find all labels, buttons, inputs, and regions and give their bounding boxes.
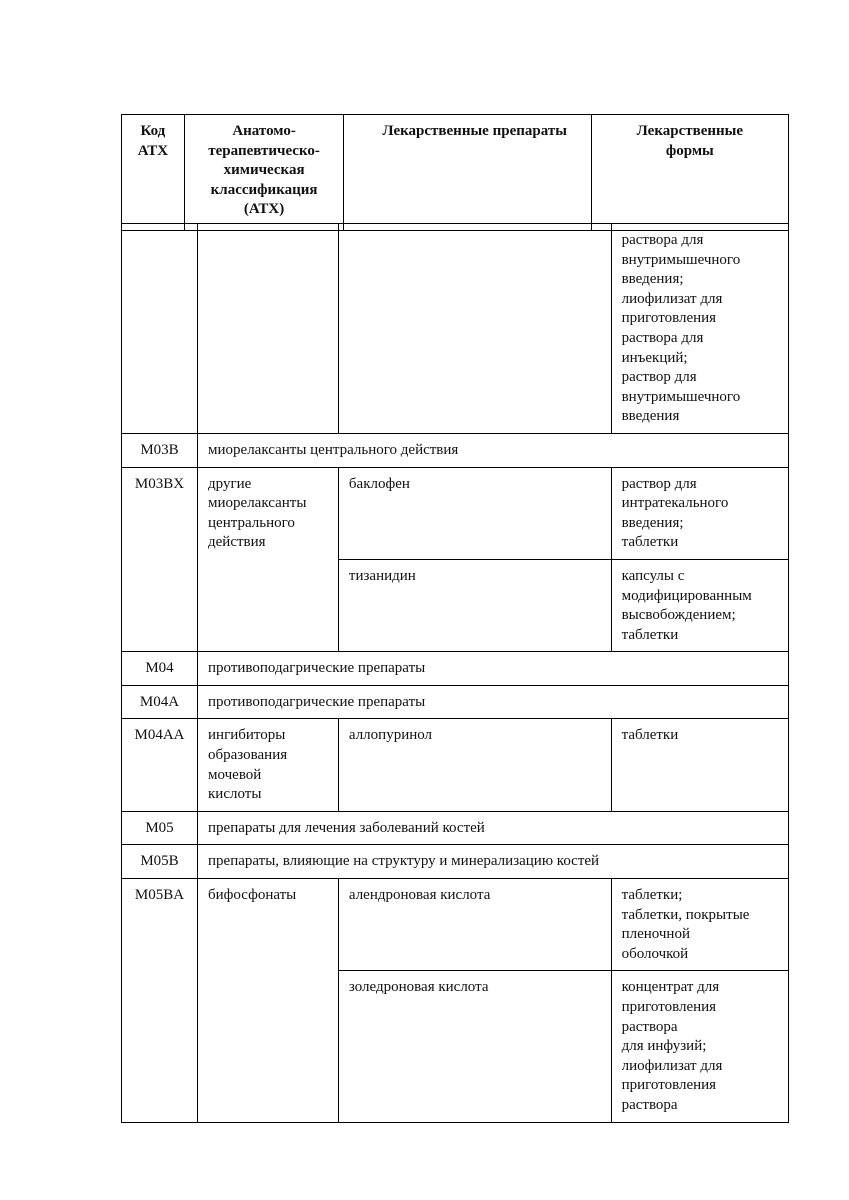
drug-table: [121, 223, 789, 1123]
table-row: [122, 879, 789, 971]
forms-cell: раствора для внутримышечного введения; лиофилизат для приготовления раствора для инъекций; раствор для внутримышечного введения: [611, 224, 788, 434]
group-name-cell: противоподагрические препараты: [198, 652, 789, 686]
group-name-cell: бифосфонаты: [198, 879, 339, 1123]
code-cell: M04AA: [122, 719, 198, 811]
forms-cell: таблетки; таблетки, покрытые пленочной оболочкой: [611, 879, 788, 971]
header-atc-classification: Анатомо- терапевтическо- химическая классификация (АТХ): [184, 115, 344, 231]
drug-cell: баклофен: [338, 467, 611, 559]
code-cell: M05BA: [122, 879, 198, 1123]
table-row: [122, 811, 789, 845]
code-cell: M05: [122, 811, 198, 845]
group-name-cell: ингибиторы образования мочевой кислоты: [198, 719, 339, 811]
code-cell: M05B: [122, 845, 198, 879]
table-row: [122, 845, 789, 879]
table-row: [122, 719, 789, 811]
forms-cell: таблетки: [611, 719, 788, 811]
drug-cell: золедроновая кислота: [338, 971, 611, 1122]
table-row: [122, 224, 789, 434]
drug-cell: тизанидин: [338, 559, 611, 651]
code-cell: M04A: [122, 685, 198, 719]
table-row: [122, 685, 789, 719]
group-name-cell: препараты, влияющие на структуру и минерализацию костей: [198, 845, 789, 879]
header-forms: Лекарственные формы: [591, 115, 788, 231]
forms-cell: капсулы с модифицированным высвобождением; таблетки: [611, 559, 788, 651]
table-row: [122, 433, 789, 467]
header-code: Код АТХ: [122, 115, 185, 231]
forms-cell: раствор для интратекального введения; таблетки: [611, 467, 788, 559]
code-cell: M03B: [122, 433, 198, 467]
group-name-cell: противоподагрические препараты: [198, 685, 789, 719]
group-name-cell: другие миорелаксанты центрального действия: [198, 467, 339, 652]
group-name-cell: препараты для лечения заболеваний костей: [198, 811, 789, 845]
drug-cell: алендроновая кислота: [338, 879, 611, 971]
header-drugs: Лекарственные препараты: [344, 115, 591, 231]
table-row: [122, 652, 789, 686]
code-cell: M03BX: [122, 467, 198, 652]
table-row: [122, 467, 789, 559]
table-header: [121, 114, 789, 231]
group-name-cell: миорелаксанты центрального действия: [198, 433, 789, 467]
forms-cell: концентрат для приготовления раствора для инфузий; лиофилизат для приготовления раствора: [611, 971, 788, 1122]
code-cell: M04: [122, 652, 198, 686]
drug-cell: аллопуринол: [338, 719, 611, 811]
